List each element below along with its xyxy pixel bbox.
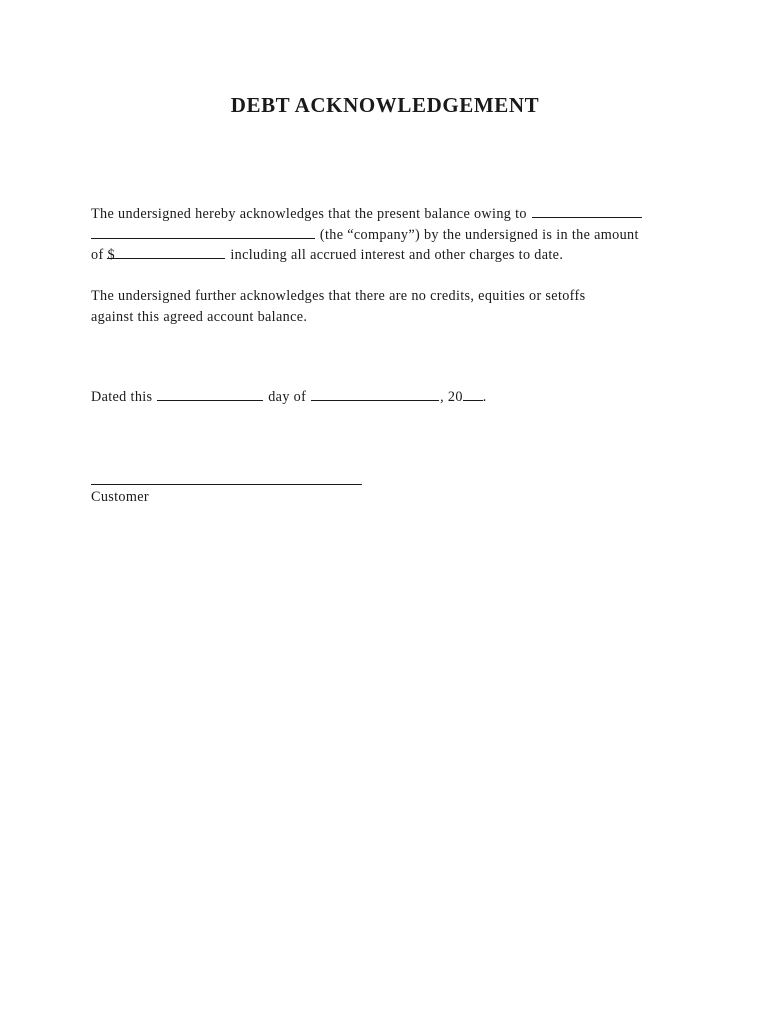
- dated-mid: day of: [268, 389, 307, 405]
- month-blank[interactable]: [311, 387, 439, 401]
- signature-line[interactable]: [91, 484, 362, 485]
- creditor-name-continued-blank[interactable]: [91, 225, 315, 239]
- year-blank[interactable]: [463, 387, 483, 401]
- document-title: DEBT ACKNOWLEDGEMENT: [230, 93, 540, 117]
- dated-prefix: Dated this: [91, 389, 153, 405]
- balance-line-1-text: The undersigned hereby acknowledges that the present balance owing to: [91, 206, 527, 222]
- balance-line-2: [91, 225, 691, 246]
- signature-label: Customer: [91, 489, 149, 505]
- no-setoffs-line-2: against this agreed account balance.: [91, 308, 308, 325]
- dated-line-content: [91, 387, 691, 408]
- creditor-name-blank[interactable]: [532, 204, 642, 218]
- balance-line-3-text: including all accrued interest and other charges to date.: [230, 247, 564, 264]
- dated-suffix: .: [482, 389, 487, 405]
- currency-symbol: $: [107, 247, 115, 264]
- dated-line: [91, 387, 691, 408]
- dated-year-prefix: , 20: [440, 389, 463, 405]
- no-setoffs-line-1: The undersigned further acknowledges that there are no credits, equities or setoffs: [91, 288, 586, 304]
- no-setoffs-paragraph: [91, 286, 691, 327]
- balance-paragraph: [91, 204, 691, 266]
- balance-line-3: [91, 245, 691, 266]
- balance-line-2-text: (the “company”) by the undersigned is in the amount: [319, 226, 639, 243]
- balance-line-3-prefix: of: [91, 247, 104, 264]
- day-blank[interactable]: [157, 387, 263, 401]
- balance-line-1: [91, 204, 691, 225]
- amount-blank[interactable]: [107, 245, 225, 264]
